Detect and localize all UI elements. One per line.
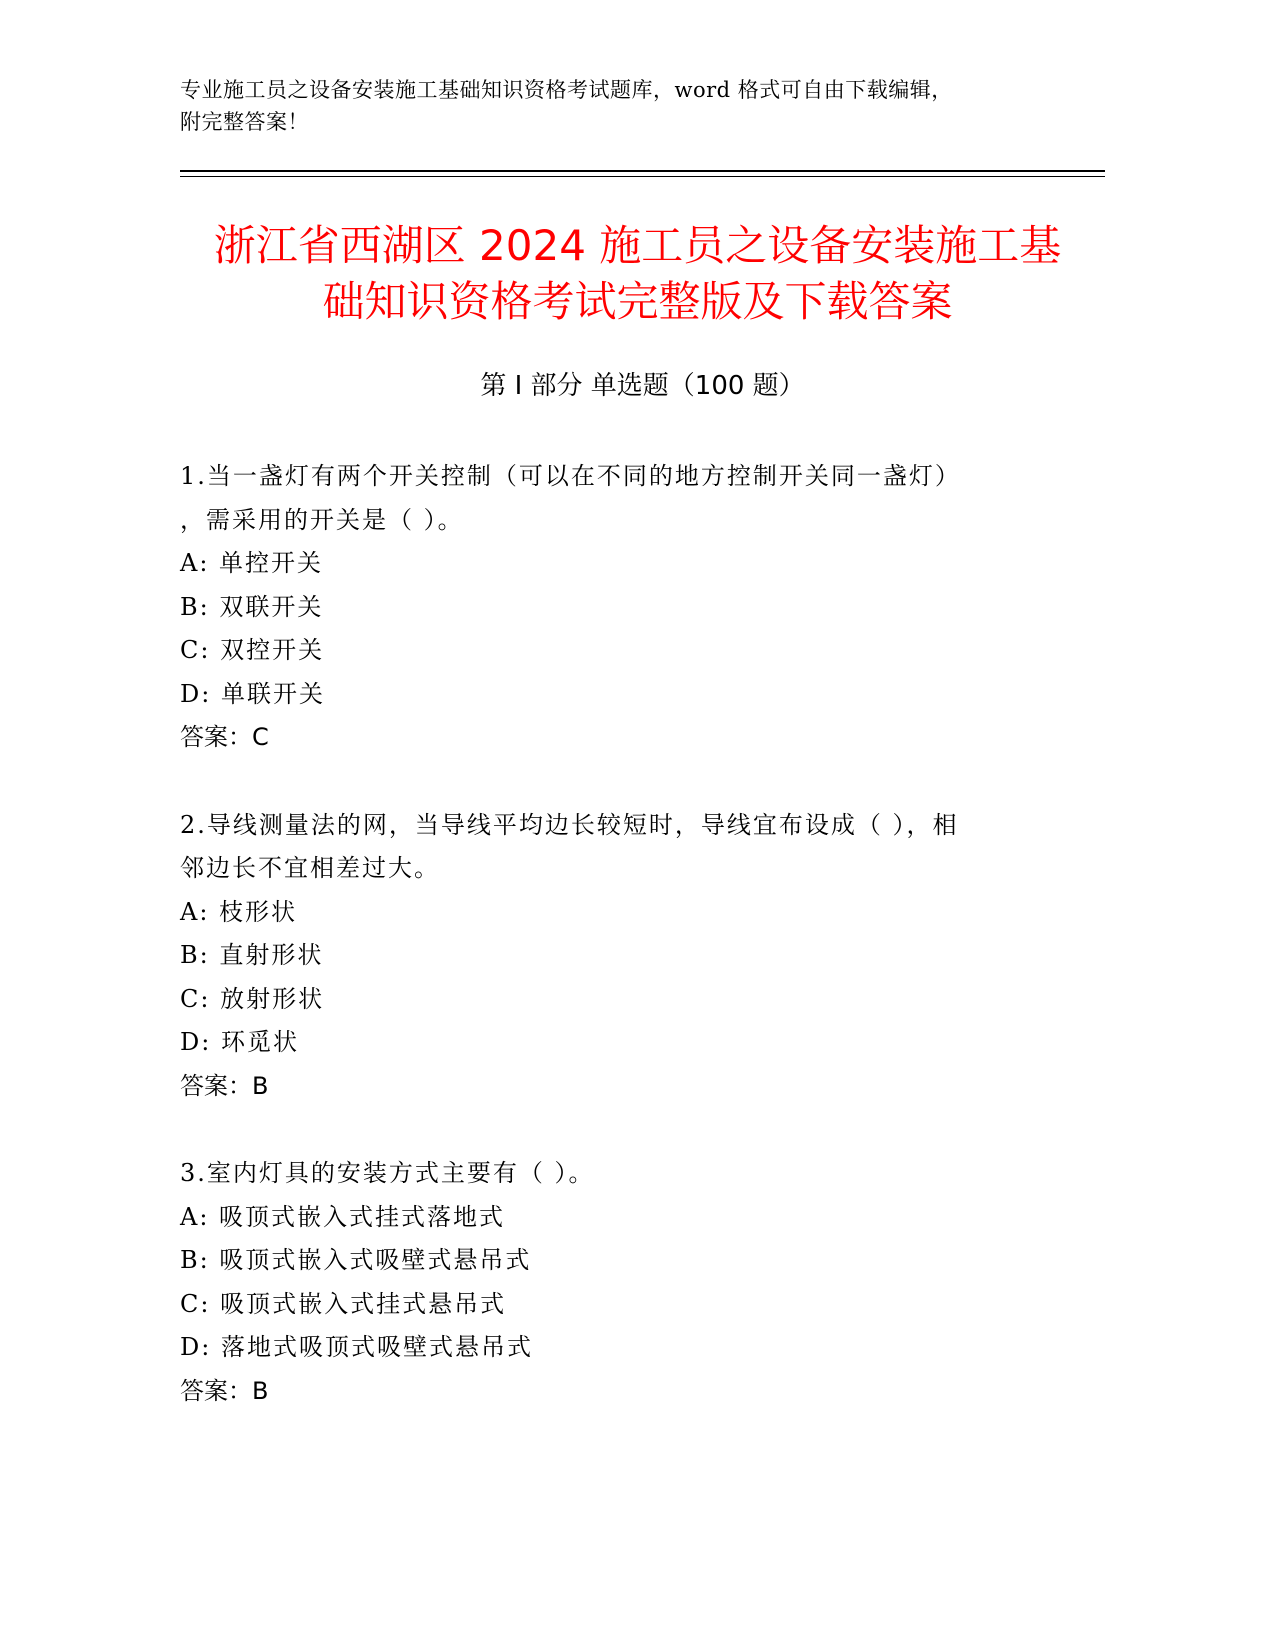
option-c: C: 吸顶式嵌入式挂式悬吊式 [180,1289,507,1318]
option-a: A: 单控开关 [180,549,324,577]
option-a: A: 吸顶式嵌入式挂式落地式 [180,1202,506,1231]
question-1 [180,455,1040,760]
answer: 答案：C [180,723,269,751]
question-stem-line: 3.室内灯具的安装方式主要有（ ）。 [180,1159,595,1187]
question-stem [180,1152,1040,1196]
option-b: B: 直射形状 [180,941,324,969]
answer: 答案：B [180,1071,269,1100]
document-title [160,218,1115,330]
document-title-line-1: 浙江省西湖区 2024 施工员之设备安装施工基 [213,221,1062,270]
option-b: B: 双联开关 [180,592,324,621]
header-note-line-2: 附完整答案！ [180,110,309,134]
question-stem [180,455,1040,542]
header-note-line-1: 专业施工员之设备安装施工基础知识资格考试题库，word 格式可自由下载编辑， [180,78,953,102]
question-stem-line: 2.导线测量法的网，当导线平均边长较短时，导线宜布设成（ ），相 [180,810,959,839]
header-divider-thin [180,176,1105,177]
question-stem [180,804,1040,891]
header-note [180,74,1100,138]
option-b: B: 吸顶式嵌入式吸壁式悬吊式 [180,1246,532,1274]
header-divider-thick [180,170,1105,172]
option-d: D: 环觅状 [180,1028,299,1056]
question-stem-line: 1.当一盏灯有两个开关控制（可以在不同的地方控制开关同一盏灯） [180,462,961,490]
option-c: C: 双控开关 [180,636,325,664]
question-2 [180,804,1040,1109]
question-list [180,455,1040,1457]
option-d: D: 单联开关 [180,679,325,708]
document-title-line-2: 础知识资格考试完整版及下载答案 [322,277,953,326]
option-a: A: 枝形状 [180,897,298,926]
section-heading: 第 I 部分 单选题（100 题） [480,371,805,401]
answer: 答案：B [180,1376,269,1405]
question-stem-line: ，需采用的开关是（ ）。 [180,505,464,534]
question-stem-line: 邻边长不宜相差过大。 [180,854,440,882]
option-d: D: 落地式吸顶式吸壁式悬吊式 [180,1333,533,1361]
option-c: C: 放射形状 [180,984,325,1013]
question-3 [180,1152,1040,1413]
